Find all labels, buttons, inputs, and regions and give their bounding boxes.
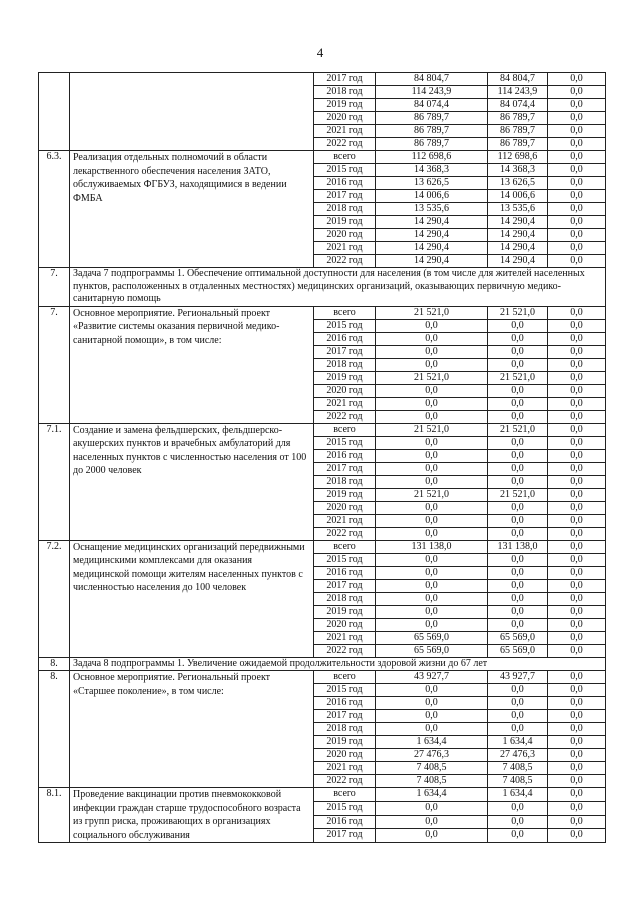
- row-year: всего: [314, 671, 376, 684]
- task-text: Задача 7 подпрограммы 1. Обеспечение оптимальной доступности для населения (в том числе для жителей населенных пунктов, расположенных в отдаленных местностях) медицинских организаций, оказывающих первичную медико-санитарную помощь: [70, 268, 606, 307]
- item-description: Оснащение медицинских организаций передвижными медицинскими комплексами для оказания медицинской помощи жителям населенных пунктов с численностью населения до 100 человек: [70, 540, 314, 657]
- row-regional-budget: 0,0: [488, 710, 548, 723]
- row-year: 2015 год: [314, 164, 376, 177]
- item-number: 7.1.: [39, 423, 70, 540]
- row-regional-budget: 0,0: [488, 345, 548, 358]
- row-year: 2022 год: [314, 775, 376, 788]
- row-total: 0,0: [376, 697, 488, 710]
- row-regional-budget: 0,0: [488, 514, 548, 527]
- table-row: [39, 671, 606, 684]
- row-regional-budget: 0,0: [488, 384, 548, 397]
- row-total: 0,0: [376, 566, 488, 579]
- row-total: 21 521,0: [376, 423, 488, 436]
- row-year: 2019 год: [314, 216, 376, 229]
- row-other-sources: 0,0: [548, 86, 606, 99]
- row-regional-budget: 131 138,0: [488, 540, 548, 553]
- row-other-sources: 0,0: [548, 229, 606, 242]
- row-other-sources: 0,0: [548, 815, 606, 829]
- row-other-sources: 0,0: [548, 164, 606, 177]
- row-total: 0,0: [376, 605, 488, 618]
- row-year: 2021 год: [314, 514, 376, 527]
- row-year: 2022 год: [314, 527, 376, 540]
- item-description: Создание и замена фельдшерских, фельдшерско-акушерских пунктов и врачебных амбулаторий для населенных пунктов с численностью населения от 100 до 2000 человек: [70, 423, 314, 540]
- row-total: 27 476,3: [376, 749, 488, 762]
- row-other-sources: 0,0: [548, 736, 606, 749]
- row-other-sources: 0,0: [548, 566, 606, 579]
- row-regional-budget: 0,0: [488, 723, 548, 736]
- item-number: 8.: [39, 671, 70, 788]
- table-row: [39, 423, 606, 436]
- row-year: 2018 год: [314, 203, 376, 216]
- row-total: 14 290,4: [376, 255, 488, 268]
- row-total: 0,0: [376, 815, 488, 829]
- row-year: 2018 год: [314, 723, 376, 736]
- row-regional-budget: 21 521,0: [488, 371, 548, 384]
- row-other-sources: 0,0: [548, 684, 606, 697]
- row-year: 2017 год: [314, 190, 376, 203]
- row-regional-budget: 0,0: [488, 592, 548, 605]
- row-other-sources: 0,0: [548, 775, 606, 788]
- row-other-sources: 0,0: [548, 216, 606, 229]
- row-year: всего: [314, 306, 376, 319]
- row-regional-budget: 0,0: [488, 475, 548, 488]
- row-other-sources: 0,0: [548, 671, 606, 684]
- row-other-sources: 0,0: [548, 527, 606, 540]
- row-year: 2016 год: [314, 332, 376, 345]
- row-regional-budget: 0,0: [488, 358, 548, 371]
- row-other-sources: 0,0: [548, 488, 606, 501]
- row-total: 7 408,5: [376, 762, 488, 775]
- row-total: 0,0: [376, 684, 488, 697]
- row-year: всего: [314, 423, 376, 436]
- row-total: 86 789,7: [376, 125, 488, 138]
- row-other-sources: 0,0: [548, 514, 606, 527]
- row-total: 0,0: [376, 449, 488, 462]
- row-regional-budget: 1 634,4: [488, 788, 548, 802]
- row-total: 14 368,3: [376, 164, 488, 177]
- row-other-sources: 0,0: [548, 644, 606, 657]
- row-year: 2016 год: [314, 566, 376, 579]
- row-total: 1 634,4: [376, 788, 488, 802]
- row-total: 7 408,5: [376, 775, 488, 788]
- row-total: 86 789,7: [376, 112, 488, 125]
- row-year: 2020 год: [314, 501, 376, 514]
- row-other-sources: 0,0: [548, 592, 606, 605]
- row-regional-budget: 114 243,9: [488, 86, 548, 99]
- row-year: 2017 год: [314, 710, 376, 723]
- row-regional-budget: 0,0: [488, 449, 548, 462]
- row-other-sources: 0,0: [548, 475, 606, 488]
- item-number: [39, 73, 70, 151]
- row-regional-budget: 86 789,7: [488, 138, 548, 151]
- row-year: 2019 год: [314, 488, 376, 501]
- row-other-sources: 0,0: [548, 436, 606, 449]
- row-regional-budget: 27 476,3: [488, 749, 548, 762]
- row-total: 21 521,0: [376, 488, 488, 501]
- row-total: 13 626,5: [376, 177, 488, 190]
- row-regional-budget: 21 521,0: [488, 488, 548, 501]
- table-row: [39, 73, 606, 86]
- row-regional-budget: 1 634,4: [488, 736, 548, 749]
- row-year: 2019 год: [314, 371, 376, 384]
- row-regional-budget: 86 789,7: [488, 125, 548, 138]
- row-total: 65 569,0: [376, 631, 488, 644]
- row-year: 2022 год: [314, 410, 376, 423]
- row-total: 114 243,9: [376, 86, 488, 99]
- item-number: 7.: [39, 306, 70, 423]
- row-year: 2015 год: [314, 553, 376, 566]
- row-other-sources: 0,0: [548, 306, 606, 319]
- row-other-sources: 0,0: [548, 384, 606, 397]
- row-total: 0,0: [376, 397, 488, 410]
- row-year: 2018 год: [314, 358, 376, 371]
- row-year: всего: [314, 788, 376, 802]
- row-total: 21 521,0: [376, 306, 488, 319]
- row-year: 2017 год: [314, 829, 376, 843]
- task-number: 8.: [39, 657, 70, 671]
- item-description: Реализация отдельных полномочий в области лекарственного обеспечения населения ЗАТО, обслуживаемых ФГБУЗ, находящимися в ведении ФМБА: [70, 151, 314, 268]
- row-regional-budget: 0,0: [488, 553, 548, 566]
- row-regional-budget: 0,0: [488, 410, 548, 423]
- row-year: 2016 год: [314, 697, 376, 710]
- row-regional-budget: 0,0: [488, 462, 548, 475]
- table-row: [39, 306, 606, 319]
- row-other-sources: 0,0: [548, 345, 606, 358]
- row-other-sources: 0,0: [548, 501, 606, 514]
- row-other-sources: 0,0: [548, 99, 606, 112]
- row-other-sources: 0,0: [548, 697, 606, 710]
- row-total: 86 789,7: [376, 138, 488, 151]
- row-other-sources: 0,0: [548, 319, 606, 332]
- row-other-sources: 0,0: [548, 73, 606, 86]
- row-regional-budget: 0,0: [488, 436, 548, 449]
- row-other-sources: 0,0: [548, 138, 606, 151]
- row-year: 2016 год: [314, 177, 376, 190]
- row-year: 2019 год: [314, 99, 376, 112]
- item-description: Основное мероприятие. Региональный проект «Старшее поколение», в том числе:: [70, 671, 314, 788]
- row-regional-budget: 0,0: [488, 697, 548, 710]
- row-regional-budget: 14 290,4: [488, 229, 548, 242]
- row-year: 2015 год: [314, 436, 376, 449]
- row-other-sources: 0,0: [548, 190, 606, 203]
- row-other-sources: 0,0: [548, 203, 606, 216]
- row-total: 65 569,0: [376, 644, 488, 657]
- row-total: 1 634,4: [376, 736, 488, 749]
- row-other-sources: 0,0: [548, 112, 606, 125]
- row-total: 0,0: [376, 436, 488, 449]
- row-year: 2015 год: [314, 801, 376, 815]
- row-year: 2021 год: [314, 397, 376, 410]
- row-total: 0,0: [376, 710, 488, 723]
- row-regional-budget: 0,0: [488, 397, 548, 410]
- task-row: [39, 657, 606, 671]
- row-other-sources: 0,0: [548, 177, 606, 190]
- task-row: [39, 268, 606, 307]
- row-regional-budget: 0,0: [488, 801, 548, 815]
- row-total: 0,0: [376, 475, 488, 488]
- row-regional-budget: 0,0: [488, 829, 548, 843]
- row-regional-budget: 14 290,4: [488, 242, 548, 255]
- row-total: 84 074,4: [376, 99, 488, 112]
- row-other-sources: 0,0: [548, 332, 606, 345]
- row-year: 2017 год: [314, 579, 376, 592]
- item-number: 8.1.: [39, 788, 70, 843]
- row-total: 0,0: [376, 592, 488, 605]
- item-number: 6.3.: [39, 151, 70, 268]
- row-regional-budget: 13 626,5: [488, 177, 548, 190]
- row-regional-budget: 0,0: [488, 815, 548, 829]
- row-other-sources: 0,0: [548, 371, 606, 384]
- item-number: 7.2.: [39, 540, 70, 657]
- row-other-sources: 0,0: [548, 749, 606, 762]
- item-description: [70, 73, 314, 151]
- row-year: 2021 год: [314, 631, 376, 644]
- row-year: 2020 год: [314, 112, 376, 125]
- row-year: 2018 год: [314, 475, 376, 488]
- row-year: 2017 год: [314, 462, 376, 475]
- row-regional-budget: 0,0: [488, 684, 548, 697]
- row-total: 14 290,4: [376, 229, 488, 242]
- row-other-sources: 0,0: [548, 829, 606, 843]
- row-regional-budget: 65 569,0: [488, 631, 548, 644]
- row-total: 21 521,0: [376, 371, 488, 384]
- row-regional-budget: 0,0: [488, 319, 548, 332]
- row-other-sources: 0,0: [548, 631, 606, 644]
- row-year: 2019 год: [314, 605, 376, 618]
- row-regional-budget: 14 290,4: [488, 255, 548, 268]
- row-year: 2020 год: [314, 749, 376, 762]
- row-total: 0,0: [376, 332, 488, 345]
- row-total: 0,0: [376, 514, 488, 527]
- row-other-sources: 0,0: [548, 618, 606, 631]
- row-other-sources: 0,0: [548, 723, 606, 736]
- row-regional-budget: 7 408,5: [488, 775, 548, 788]
- row-year: 2015 год: [314, 684, 376, 697]
- row-total: 0,0: [376, 801, 488, 815]
- row-total: 0,0: [376, 501, 488, 514]
- row-total: 0,0: [376, 553, 488, 566]
- task-text: Задача 8 подпрограммы 1. Увеличение ожидаемой продолжительности здоровой жизни до 67 лет: [70, 657, 606, 671]
- row-year: 2018 год: [314, 86, 376, 99]
- row-year: всего: [314, 151, 376, 164]
- row-other-sources: 0,0: [548, 788, 606, 802]
- table-row: [39, 788, 606, 802]
- row-regional-budget: 0,0: [488, 618, 548, 631]
- row-total: 0,0: [376, 358, 488, 371]
- row-regional-budget: 65 569,0: [488, 644, 548, 657]
- row-other-sources: 0,0: [548, 710, 606, 723]
- row-total: 0,0: [376, 410, 488, 423]
- row-regional-budget: 14 006,6: [488, 190, 548, 203]
- row-total: 131 138,0: [376, 540, 488, 553]
- row-year: 2021 год: [314, 242, 376, 255]
- row-total: 43 927,7: [376, 671, 488, 684]
- row-year: 2015 год: [314, 319, 376, 332]
- row-other-sources: 0,0: [548, 151, 606, 164]
- row-year: 2016 год: [314, 815, 376, 829]
- row-regional-budget: 14 290,4: [488, 216, 548, 229]
- row-other-sources: 0,0: [548, 540, 606, 553]
- row-regional-budget: 0,0: [488, 566, 548, 579]
- row-other-sources: 0,0: [548, 358, 606, 371]
- row-total: 0,0: [376, 829, 488, 843]
- table-row: [39, 151, 606, 164]
- row-other-sources: 0,0: [548, 242, 606, 255]
- row-year: 2017 год: [314, 73, 376, 86]
- row-regional-budget: 0,0: [488, 527, 548, 540]
- row-total: 0,0: [376, 319, 488, 332]
- row-total: 0,0: [376, 579, 488, 592]
- row-year: всего: [314, 540, 376, 553]
- row-other-sources: 0,0: [548, 553, 606, 566]
- row-regional-budget: 7 408,5: [488, 762, 548, 775]
- row-regional-budget: 84 074,4: [488, 99, 548, 112]
- row-regional-budget: 112 698,6: [488, 151, 548, 164]
- item-description: Основное мероприятие. Региональный проект «Развитие системы оказания первичной медико-санитарной помощи», в том числе:: [70, 306, 314, 423]
- row-regional-budget: 43 927,7: [488, 671, 548, 684]
- row-regional-budget: 21 521,0: [488, 423, 548, 436]
- row-total: 14 290,4: [376, 216, 488, 229]
- page-number: 4: [316, 45, 324, 60]
- row-year: 2022 год: [314, 138, 376, 151]
- row-year: 2022 год: [314, 255, 376, 268]
- row-total: 14 290,4: [376, 242, 488, 255]
- row-year: 2017 год: [314, 345, 376, 358]
- row-total: 0,0: [376, 384, 488, 397]
- row-other-sources: 0,0: [548, 255, 606, 268]
- row-regional-budget: 0,0: [488, 579, 548, 592]
- row-other-sources: 0,0: [548, 462, 606, 475]
- row-total: 0,0: [376, 618, 488, 631]
- row-total: 13 535,6: [376, 203, 488, 216]
- row-total: 112 698,6: [376, 151, 488, 164]
- row-regional-budget: 84 804,7: [488, 73, 548, 86]
- row-other-sources: 0,0: [548, 605, 606, 618]
- row-regional-budget: 21 521,0: [488, 306, 548, 319]
- row-other-sources: 0,0: [548, 125, 606, 138]
- row-year: 2020 год: [314, 229, 376, 242]
- row-regional-budget: 14 368,3: [488, 164, 548, 177]
- row-regional-budget: 0,0: [488, 332, 548, 345]
- task-number: 7.: [39, 268, 70, 307]
- row-regional-budget: 0,0: [488, 501, 548, 514]
- row-total: 0,0: [376, 462, 488, 475]
- row-year: 2018 год: [314, 592, 376, 605]
- row-total: 0,0: [376, 723, 488, 736]
- row-year: 2020 год: [314, 384, 376, 397]
- row-total: 0,0: [376, 345, 488, 358]
- row-total: 84 804,7: [376, 73, 488, 86]
- row-year: 2016 год: [314, 449, 376, 462]
- row-other-sources: 0,0: [548, 423, 606, 436]
- row-year: 2019 год: [314, 736, 376, 749]
- row-other-sources: 0,0: [548, 579, 606, 592]
- row-regional-budget: 0,0: [488, 605, 548, 618]
- row-other-sources: 0,0: [548, 449, 606, 462]
- row-other-sources: 0,0: [548, 397, 606, 410]
- table-row: [39, 540, 606, 553]
- row-regional-budget: 86 789,7: [488, 112, 548, 125]
- row-other-sources: 0,0: [548, 762, 606, 775]
- row-other-sources: 0,0: [548, 410, 606, 423]
- row-year: 2021 год: [314, 125, 376, 138]
- row-year: 2022 год: [314, 644, 376, 657]
- row-total: 0,0: [376, 527, 488, 540]
- row-year: 2021 год: [314, 762, 376, 775]
- table-body: [39, 73, 606, 843]
- row-regional-budget: 13 535,6: [488, 203, 548, 216]
- row-year: 2020 год: [314, 618, 376, 631]
- row-total: 14 006,6: [376, 190, 488, 203]
- budget-table: [38, 72, 606, 843]
- item-description: Проведение вакцинации против пневмококковой инфекции граждан старше трудоспособного возраста из групп риска, проживающих в организациях социального обслуживания: [70, 788, 314, 843]
- row-other-sources: 0,0: [548, 801, 606, 815]
